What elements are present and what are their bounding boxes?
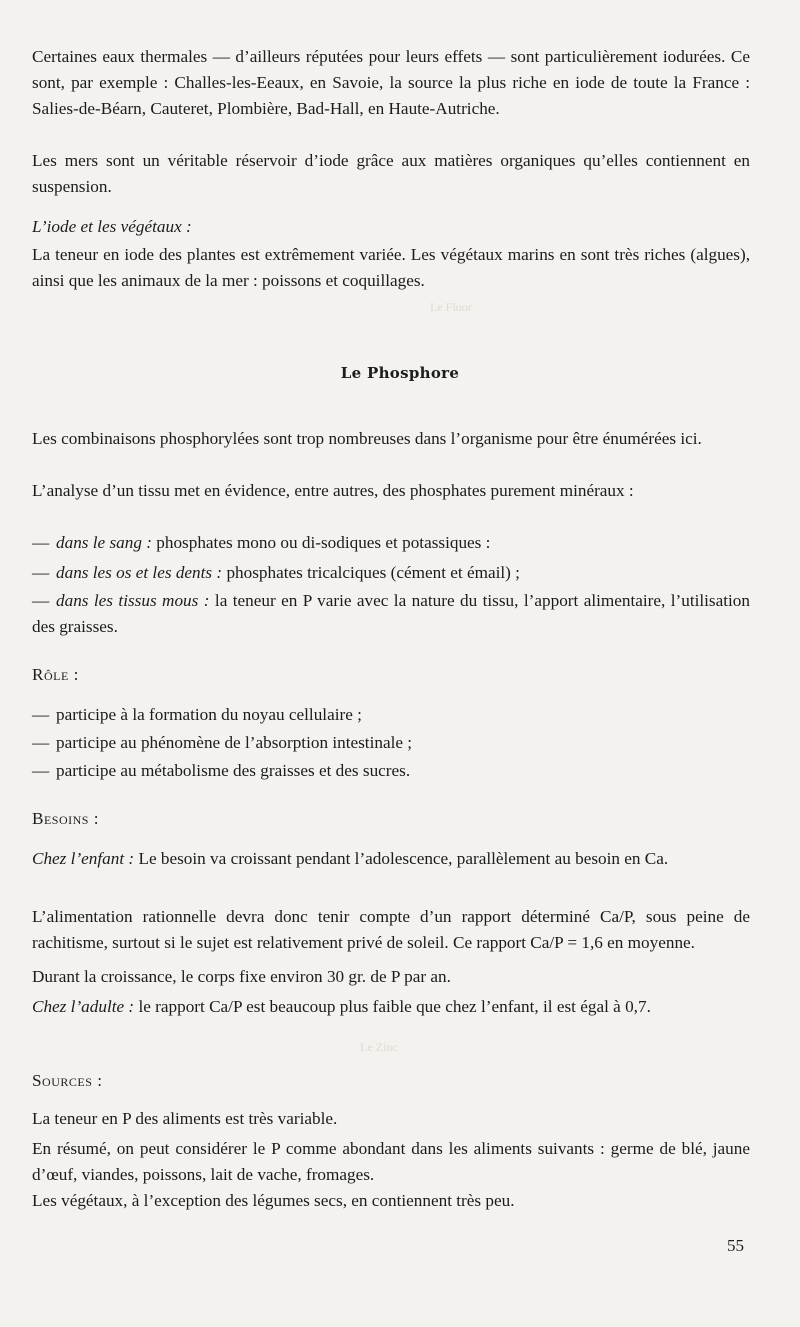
paragraph-sources-vegetaux: Les végétaux, à l’exception des légumes secs, en contiennent très peu.: [32, 1191, 515, 1210]
list-item-label: dans le sang :: [56, 533, 152, 552]
subheading-iode-vegetaux: L’iode et les végétaux :: [32, 217, 192, 236]
bleed-through-text: Le Fluor: [430, 300, 472, 314]
role-item-text: participe au phénomène de l’absorption intestinale ;: [56, 733, 413, 752]
paragraph-combinaisons: Les combinaisons phosphorylées sont trop nombreuses dans l’organisme pour être énumérées ici.: [32, 429, 702, 448]
list-item-text: phosphates tricalciques (cément et émail) ;: [222, 563, 520, 582]
list-dash: —: [32, 705, 50, 724]
sources-heading: Sources :: [32, 1071, 103, 1090]
role-item: [32, 730, 750, 756]
list-item-label: dans les tissus mous :: [56, 591, 210, 610]
list-item-os-dents: [32, 560, 750, 586]
list-dash: —: [32, 591, 50, 610]
list-dash: —: [32, 733, 50, 752]
paragraph-sources-resume: En résumé, on peut considérer le P comme abondant dans les aliments suivants : germe de blé, jaune d’œuf, viandes, poissons, lait de vache, fromages.: [32, 1139, 750, 1184]
paragraph-iode-plantes: La teneur en iode des plantes est extrêmement variée. Les végétaux marins en sont très riches (algues), ainsi que les animaux de la mer : poissons et coquillages.: [32, 245, 750, 290]
paragraph-analyse: L’analyse d’un tissu met en évidence, entre autres, des phosphates purement minéraux :: [32, 481, 634, 500]
list-item-text: la teneur en P varie avec la nature du tissu, l’apport alimentaire, l’utilisation des graisses.: [32, 591, 750, 636]
paragraph-enfant: [32, 846, 750, 872]
role-item: [32, 758, 750, 784]
paragraph-alimentation: L’alimentation rationnelle devra donc tenir compte d’un rapport déterminé Ca/P, sous peine de rachitisme, surtout si le sujet est relativement privé de soleil. Ce rapport Ca/P = 1,6 en moyenne.: [32, 907, 750, 952]
list-dash: —: [32, 761, 50, 780]
paragraph-adulte: [32, 994, 750, 1020]
adulte-label: Chez l’adulte :: [32, 997, 135, 1016]
role-item-text: participe au métabolisme des graisses et des sucres.: [56, 761, 411, 780]
enfant-label: Chez l’enfant :: [32, 849, 135, 868]
section-title: Le Phosphore: [340, 364, 460, 382]
page-number: 55: [727, 1236, 744, 1255]
paragraph-croissance: Durant la croissance, le corps fixe environ 30 gr. de P par an.: [32, 967, 451, 986]
paragraph-mers: Les mers sont un véritable réservoir d’iode grâce aux matières organiques qu’elles contiennent en suspension.: [32, 151, 750, 196]
list-dash: —: [32, 533, 50, 552]
list-item-text: phosphates mono ou di-sodiques et potassiques :: [151, 533, 491, 552]
list-item-tissus-mous: [32, 588, 750, 640]
role-heading: Rôle :: [32, 665, 79, 684]
role-item: [32, 702, 750, 728]
paragraph-eaux-thermales: Certaines eaux thermales — d’ailleurs réputées pour leurs effets — sont particulièrement iodurées. Ce sont, par exemple : Challes-les-Eeaux, en Savoie, la source la plus riche en iode de toute la France : Salies-de-Béarn, Cauteret, Plombière, Bad-Hall, en Haute-Autriche.: [32, 47, 750, 118]
bleed-through-text: Le Zinc: [360, 1040, 398, 1054]
adulte-text: le rapport Ca/P est beaucoup plus faible que chez l’enfant, il est égal à 0,7.: [134, 997, 651, 1016]
list-item-sang: [32, 530, 750, 556]
role-item-text: participe à la formation du noyau cellulaire ;: [56, 705, 362, 724]
paragraph-sources-teneur: La teneur en P des aliments est très variable.: [32, 1109, 338, 1128]
list-item-label: dans les os et les dents :: [56, 563, 223, 582]
list-dash: —: [32, 563, 50, 582]
besoins-heading: Besoins :: [32, 809, 100, 828]
enfant-text: Le besoin va croissant pendant l’adolescence, parallèlement au besoin en Ca.: [134, 849, 669, 868]
